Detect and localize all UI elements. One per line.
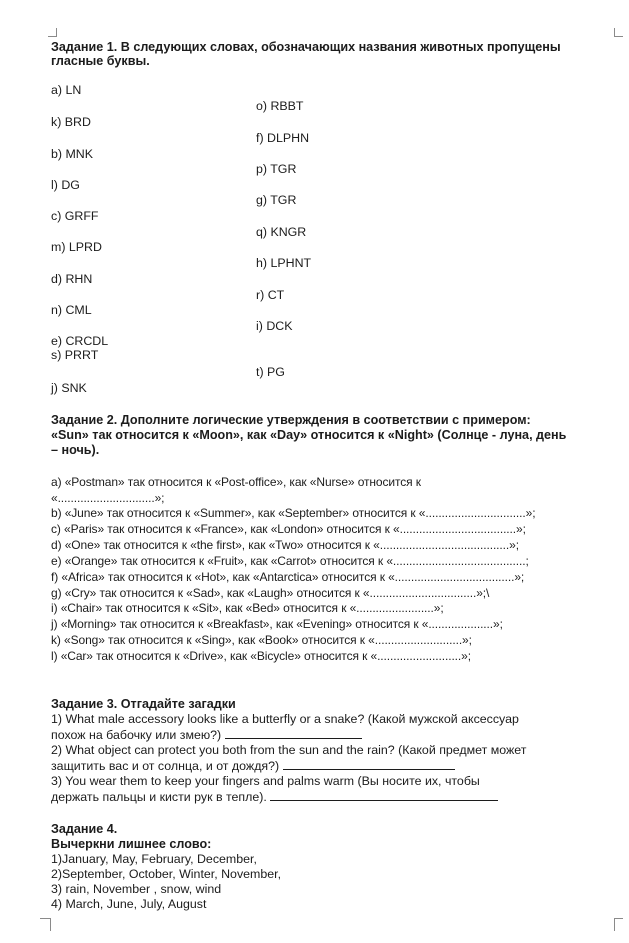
- task2-item-a-line2: «..............................»;: [51, 491, 165, 505]
- task2-item: l) «Car» так относится к «Drive», как «Bicycle» относится к «..........................»;: [51, 649, 471, 663]
- task4-item: 3) rain, November , snow, wind: [51, 882, 222, 896]
- task1-title-line2: гласные буквы.: [51, 54, 150, 68]
- task2-item: e) «Orange» так относится к «Fruit», как «Carrot» относится к «.........................................;: [51, 554, 529, 568]
- task3-q3-line2: держать пальцы и кисти рук в тепле).: [51, 789, 498, 804]
- corner-mark-top-right: [614, 28, 623, 37]
- task3-q1-line1: 1) What male accessory looks like a butterfly or a snake? (Какой мужской аксессуар: [51, 712, 519, 726]
- task2-item: f) «Africa» так относится к «Hot», как «Antarctica» относится к «.....................................»;: [51, 570, 525, 584]
- task1-right-item: t) PG: [256, 365, 285, 379]
- task2-title-line3: – ночь).: [51, 443, 100, 457]
- task1-left-item: e) CRCDL: [51, 334, 109, 348]
- task3-title: Задание 3. Отгадайте загадки: [51, 697, 236, 711]
- task4-item: 1)January, May, February, December,: [51, 852, 257, 866]
- task2-title-line2: «Sun» так относится к «Moon», как «Day» относится к «Night» (Солнце - луна, день: [51, 428, 567, 442]
- task2-item: j) «Morning» так относится к «Breakfast», как «Evening» относится к «....................»;: [51, 617, 503, 631]
- task1-right-item: g) TGR: [256, 193, 297, 207]
- task3-q3-line1: 3) You wear them to keep your fingers and palms warm (Вы носите их, чтобы: [51, 774, 480, 788]
- task1-right-item: f) DLPHN: [256, 131, 310, 145]
- task4-item: 2)September, October, Winter, November,: [51, 867, 282, 881]
- task1-right-item: i) DCK: [256, 319, 293, 333]
- task2-item: b) «June» так относится к «Summer», как «September» относится к «...............................»;: [51, 506, 536, 520]
- answer-line[interactable]: [225, 727, 362, 739]
- task3-q2-line1: 2) What object can protect you both from the sun and the rain? (Какой предмет может: [51, 743, 527, 757]
- task2-title-line1: Задание 2. Дополните логические утверждения в соответствии с примером:: [51, 413, 531, 427]
- task1-title-line1: Задание 1. В следующих словах, обозначающих названия животных пропущены: [51, 40, 561, 54]
- task1-left-item: l) DG: [51, 178, 80, 192]
- task1-left-item: d) RHN: [51, 272, 93, 286]
- corner-mark-top-left: [48, 28, 57, 37]
- task2-item: d) «One» так относится к «the first», как «Two» относится к «........................................»;: [51, 538, 519, 552]
- task1-right-item: p) TGR: [256, 162, 297, 176]
- corner-mark-bottom-right: [614, 918, 623, 931]
- task3-q2-line2: защитить вас и от солнца, и от дождя?): [51, 758, 455, 773]
- task4-title: Задание 4.: [51, 822, 118, 836]
- answer-line[interactable]: [270, 789, 498, 801]
- task1-left-item: a) LN: [51, 83, 82, 97]
- task2-item: k) «Song» так относится к «Sing», как «Book» относится к «...........................»;: [51, 633, 472, 647]
- task1-right-item: o) RBBT: [256, 99, 304, 113]
- task1-left-item: s) PRRT: [51, 348, 99, 362]
- corner-mark-bottom-left: [40, 918, 51, 931]
- task1-left-item: k) BRD: [51, 115, 91, 129]
- task2-item: g) «Cry» так относится к «Sad», как «Laugh» относится к «.................................»;\: [51, 586, 490, 600]
- task1-right-item: h) LPHNT: [256, 256, 312, 270]
- answer-line[interactable]: [283, 758, 455, 770]
- task3-q1-line2: похож на бабочку или змею?): [51, 727, 362, 742]
- task4-item: 4) March, June, July, August: [51, 897, 207, 911]
- task2-item: i) «Chair» так относится к «Sit», как «Bed» относится к «........................»;: [51, 601, 444, 615]
- task1-left-item: c) GRFF: [51, 209, 99, 223]
- task1-right-item: q) KNGR: [256, 225, 307, 239]
- task1-left-item: m) LPRD: [51, 240, 102, 254]
- task1-left-item: b) MNK: [51, 147, 93, 161]
- task2-item: c) «Paris» так относится к «France», как «London» относится к «....................................»;: [51, 522, 526, 536]
- task1-left-item: j) SNK: [51, 381, 87, 395]
- task4-subtitle: Вычеркни лишнее слово:: [51, 837, 212, 851]
- task2-item-a-line1: a) «Postman» так относится к «Post-office», как «Nurse» относится к: [51, 475, 421, 489]
- task1-left-item: n) CML: [51, 303, 92, 317]
- task1-right-item: r) CT: [256, 288, 285, 302]
